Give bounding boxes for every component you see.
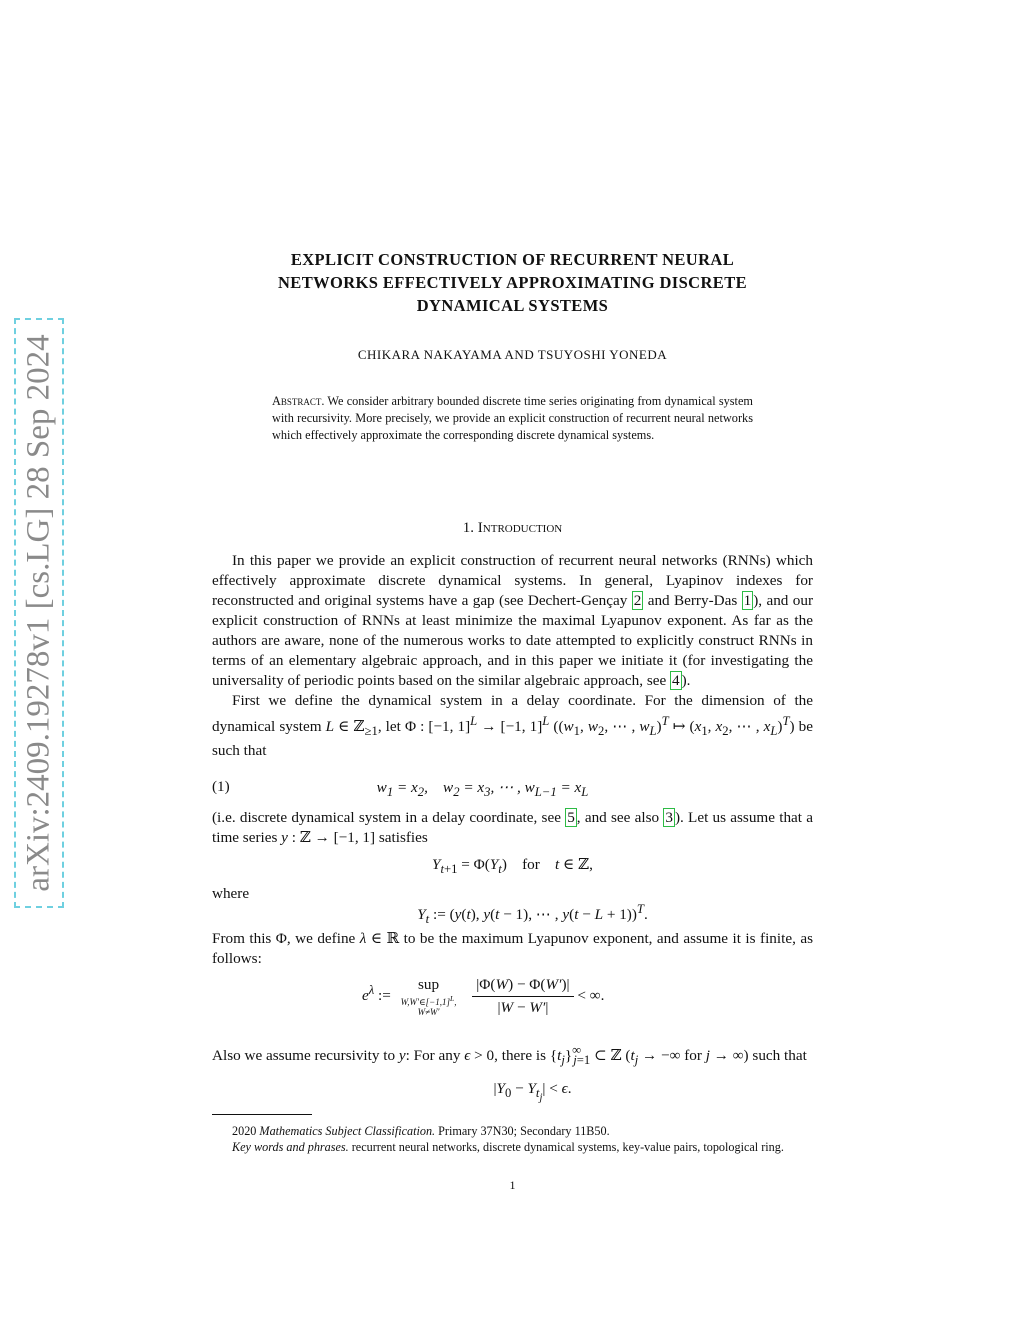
title-line-1: EXPLICIT CONSTRUCTION OF RECURRENT NEURAL [290, 250, 735, 269]
equation-lyapunov: $e^\lambda$ := sup $W,W'\in[-1,1]^L$, W≠W′ $\frac{|\Phi(W) - \Phi(W')|}{|W - W'|}$ < ∞. [362, 976, 605, 1017]
citation-link[interactable]: 5 [567, 809, 575, 826]
paper-title [212, 248, 813, 317]
arxiv-id: arXiv:2409.19278v1 [cs.LG] 28 Sep 2024 [20, 334, 57, 892]
title-line-2: NETWORKS EFFECTIVELY APPROXIMATING DISCRETE [277, 273, 748, 292]
citation-link[interactable]: 4 [672, 672, 680, 689]
section-heading [212, 520, 813, 537]
footnote-rule [212, 1114, 312, 1115]
paragraph-lyapunov: From this Φ, we define λ ∈ ℝ to be the maximum Lyapunov exponent, and assume it is finite, as follows: [212, 930, 813, 967]
paragraph-time-series: (i.e. discrete dynamical system in a delay coordinate, see 5 , and see also 3 ). Let us assume that a time series y : ℤ → [−1, 1] satisfies [212, 809, 813, 846]
body-text [212, 551, 813, 761]
section-title: Introduction [477, 520, 563, 536]
footnote-keywords: Key words and phrases. recurrent neural networks, discrete dynamical systems, key-value pairs, topological ring. [232, 1140, 784, 1154]
where-text: where [212, 885, 250, 902]
title-line-3: DYNAMICAL SYSTEMS [416, 296, 609, 315]
footnote-msc: 2020 Mathematics Subject Classification. Primary 37N30; Secondary 11B50. [232, 1124, 610, 1138]
citation-link[interactable]: 2 [633, 592, 642, 609]
abstract-text: We consider arbitrary bounded discrete time series originating from dynamical system with recursivity. More precisely, we provide an explicit construction of recurrent neural networks which effectively approximate the corresponding discrete dynamical systems. [272, 394, 753, 442]
abstract [272, 393, 753, 444]
authors: CHIKARA NAKAYAMA AND TSUYOSHI YONEDA [357, 347, 668, 362]
citation-link[interactable]: 3 [665, 809, 673, 826]
paragraph-recursivity: Also we assume recursivity to y: For any ϵ > 0, there is $\{t_j\}^\infty_{j=1}$ ⊂ ℤ ($t_j$ → −∞ for j → ∞) such that [212, 1043, 807, 1068]
abstract-label: Abstract. [272, 394, 325, 408]
equation-number: (1) [212, 778, 230, 795]
paragraph-definition: First we define the dynamical system in a delay coordinate. For the dimension of the dynamical system L ∈ ℤ$_{\ge 1}$, let Φ : [−1, 1]$^L$ → [−1, 1]$^L$ (($w_1$, $w_2$, ⋯ , $w_L)^T$ ↦ ($x_1$, $x_2$, ⋯ , $x_L)^T$) be such that [212, 692, 813, 760]
page-number: 1 [509, 1178, 516, 1192]
arxiv-sidebar-stamp [14, 318, 64, 908]
section-number: 1. [462, 520, 475, 536]
citation-link[interactable]: 1 [743, 592, 752, 609]
paragraph-intro: In this paper we provide an explicit construction of recurrent neural networks (RNNs) which effectively approximate discrete dynamical systems. In general, Lyapinov indexes for reconstructed and original systems have a gap (see Dechert-Gençay 2 and Berry-Das 1 ), and our explicit construction of RNNs at least minimize the maximal Lyapunov exponent. As far as the authors are aware, none of the numerous works to date attempted to explicitly construct RNNs in terms of an elementary algebraic approach, and in this paper we initiate it (for investigating the universality of periodic points based on the similar algebraic approach, see 4 ). [212, 552, 814, 689]
